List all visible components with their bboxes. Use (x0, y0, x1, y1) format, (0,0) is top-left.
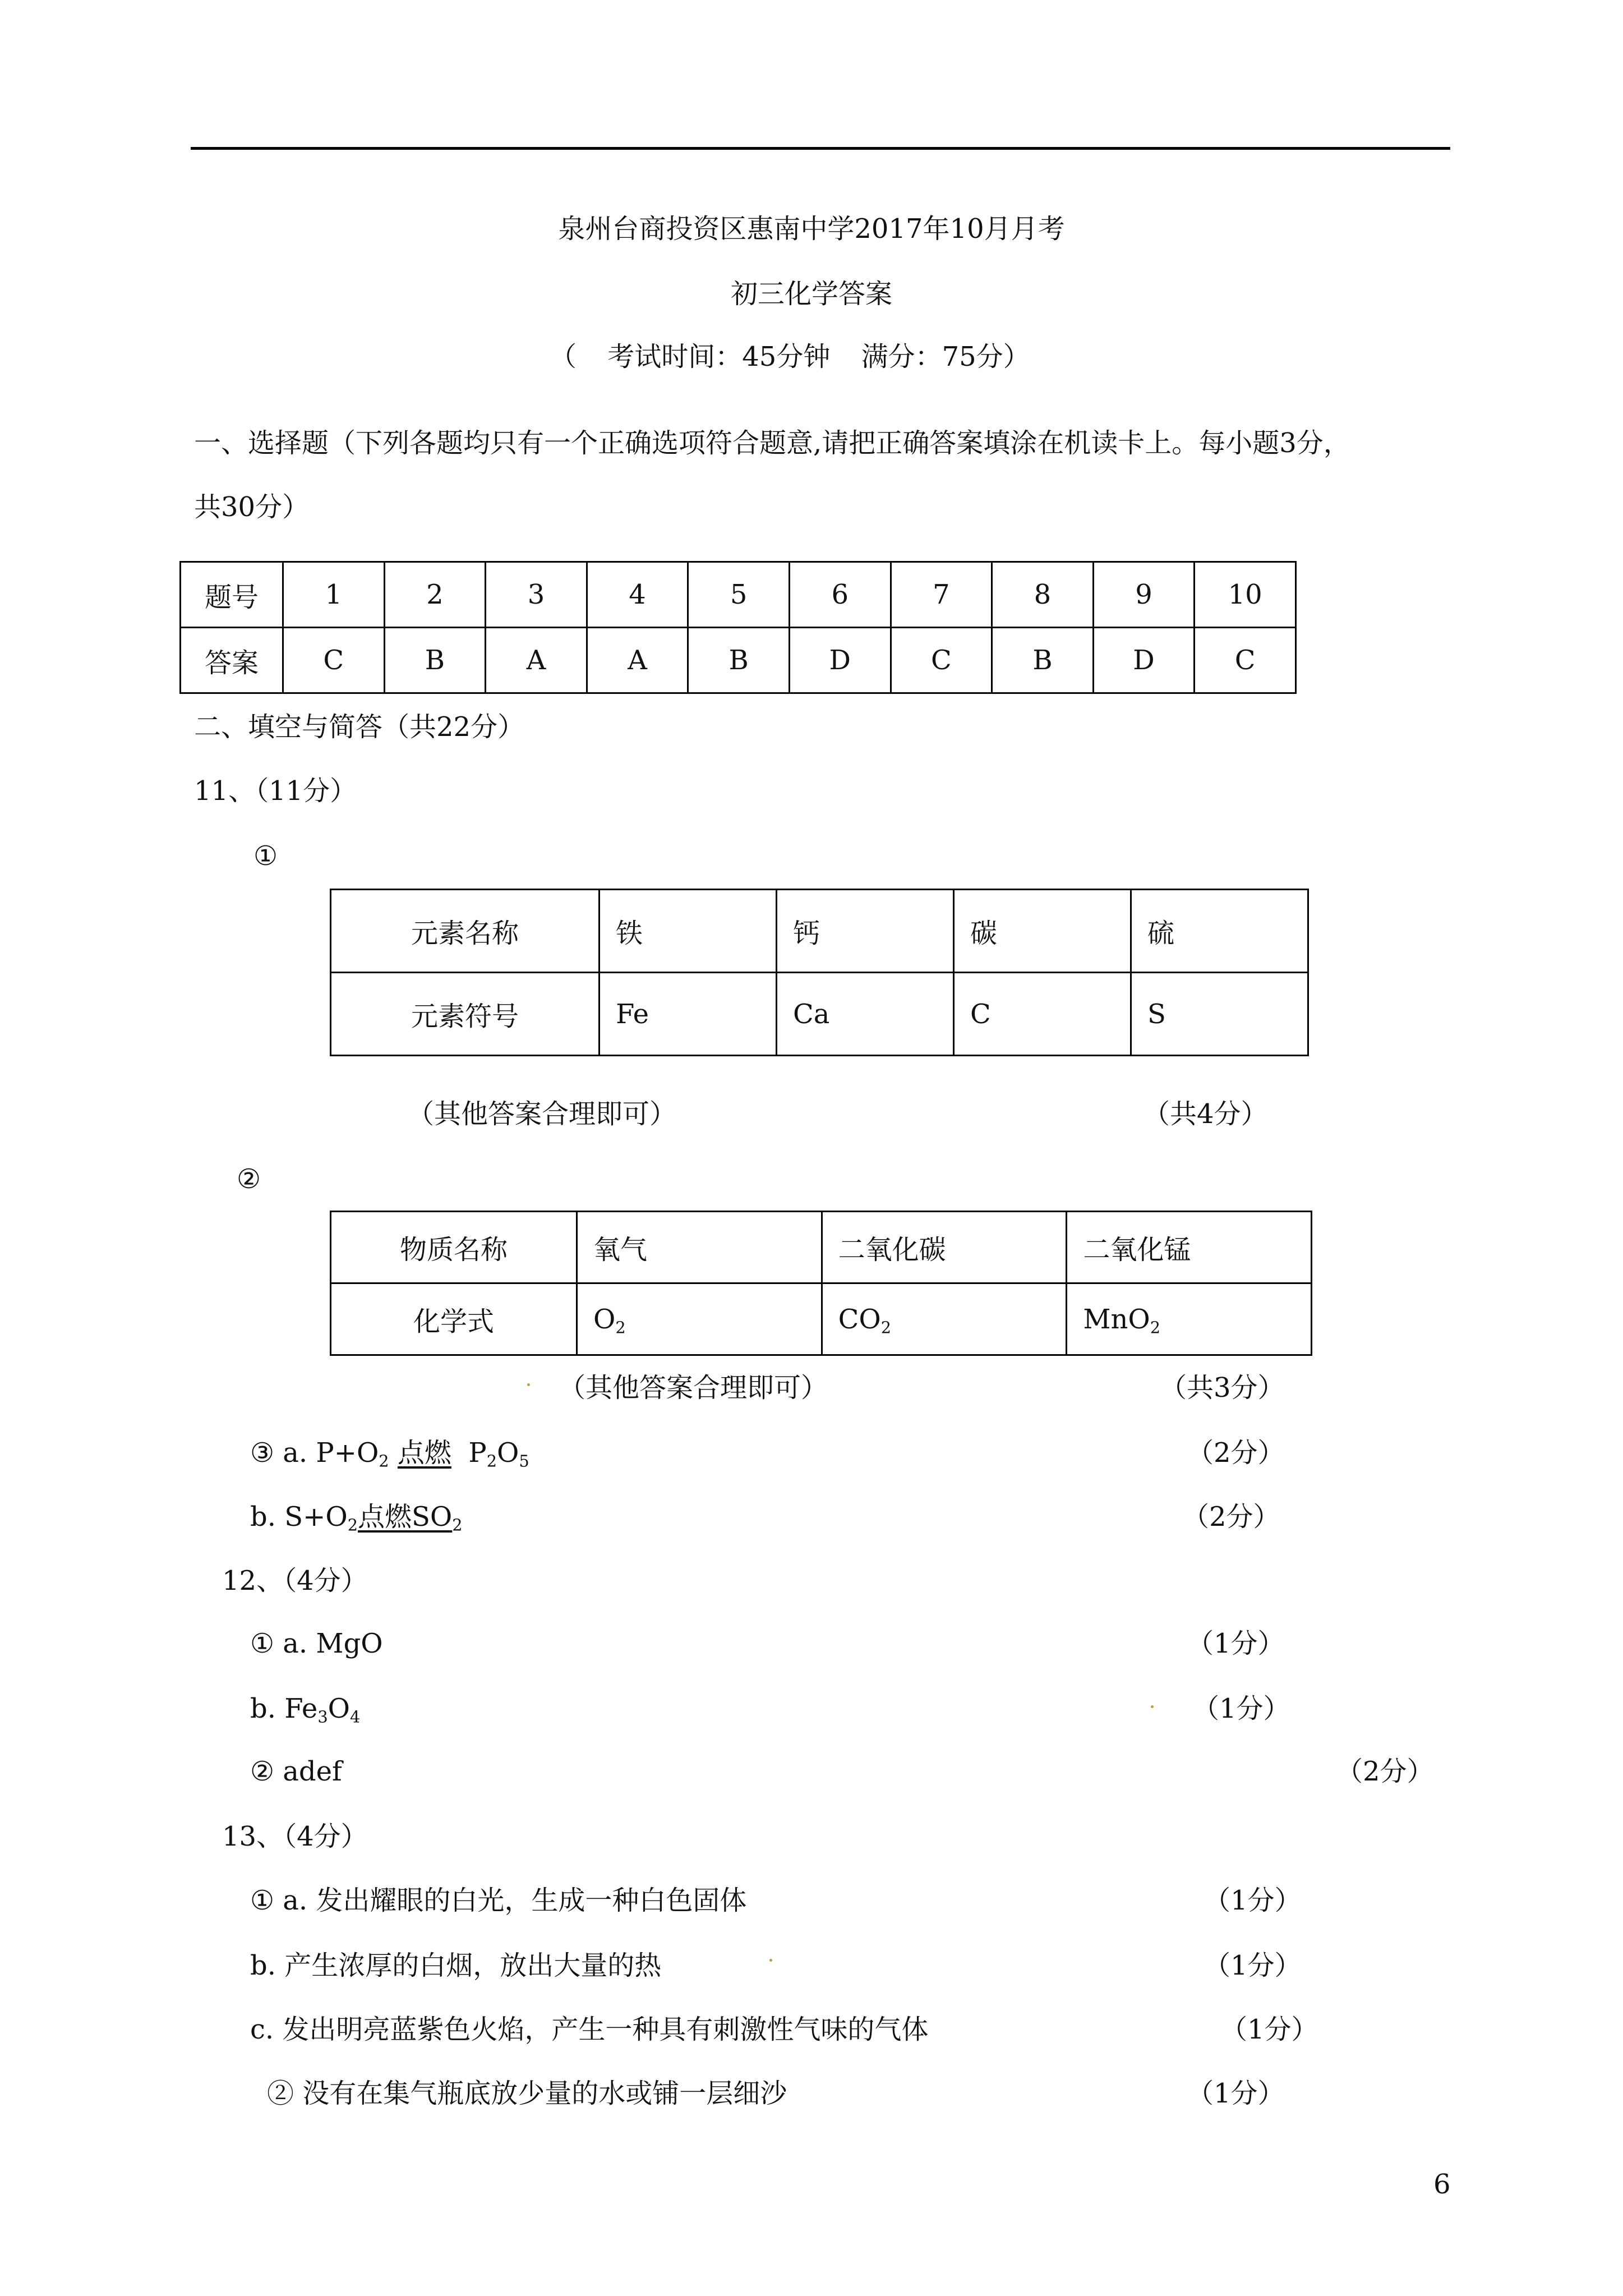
table-cell: 钙 (777, 890, 954, 973)
reaction-condition: 点燃 (397, 1437, 451, 1469)
table-row (331, 973, 1308, 1056)
q13-answer-b-score: （1分） (1204, 1950, 1302, 1981)
table-row (331, 1212, 1312, 1283)
question-number: 7 (891, 562, 992, 628)
row-label: 答案 (181, 628, 283, 693)
row-label: 化学式 (331, 1283, 577, 1355)
q11-note1: （其他答案合理即可） (407, 1098, 677, 1130)
question-number: 1 (283, 562, 385, 628)
table-cell: C (954, 973, 1131, 1056)
q12-answer-a-score: （1分） (1187, 1628, 1285, 1659)
answer-cell: C (891, 628, 992, 693)
table-row (331, 1283, 1312, 1355)
table-cell: 二氧化锰 (1067, 1212, 1312, 1283)
question-number: 2 (384, 562, 486, 628)
answer-cell: B (992, 628, 1094, 693)
table-cell: S (1131, 973, 1308, 1056)
table-row (181, 628, 1296, 693)
q11-equation-a-score: （2分） (1187, 1437, 1285, 1469)
stray-dot (769, 1959, 772, 1962)
q13-answer-a-score: （1分） (1204, 1885, 1302, 1916)
question-number: 10 (1195, 562, 1296, 628)
table-cell: 二氧化碳 (822, 1212, 1067, 1283)
q12-part2: ② adef (250, 1756, 342, 1787)
q13-answer-b: b. 产生浓厚的白烟，放出大量的热 (250, 1950, 662, 1981)
table-cell: 氧气 (577, 1212, 822, 1283)
section1-heading-line1: 一、选择题（下列各题均只有一个正确选项符合题意,请把正确答案填涂在机读卡上。每小题3分， (194, 427, 1350, 459)
table-cell: 碳 (954, 890, 1131, 973)
answer-cell: D (789, 628, 891, 693)
choice-answer-table (179, 561, 1297, 694)
stray-dot (1151, 1705, 1154, 1708)
q11-equation-a: ③ a. $P+O_2$ 点燃 $P_2O_5$ (250, 1437, 529, 1471)
formula-o2: $O_2$ (577, 1283, 822, 1355)
q11-part1-marker: ① (253, 840, 278, 872)
q13-heading: 13、（4分） (222, 1821, 368, 1852)
q11-equation-b-score: （2分） (1182, 1501, 1280, 1533)
q11-score2: （共3分） (1160, 1372, 1285, 1404)
q11-score1: （共4分） (1143, 1098, 1268, 1130)
formula-mno2: MnO$_2$ (1067, 1283, 1312, 1355)
answer-cell: A (486, 628, 587, 693)
document-subtitle: 初三化学答案 (730, 278, 892, 310)
page-number: 6 (1433, 2169, 1451, 2200)
question-number: 3 (486, 562, 587, 628)
q11-heading: 11、（11分） (194, 775, 357, 807)
document-title: 泉州台商投资区惠南中学2017年10月月考 (558, 213, 1065, 245)
q12-part2-score: （2分） (1336, 1756, 1434, 1787)
element-symbol-table (330, 889, 1309, 1056)
answer-cell: C (1195, 628, 1296, 693)
q11-part2-marker: ② (237, 1163, 261, 1195)
q12-answer-b-score: （1分） (1192, 1693, 1290, 1724)
table-cell: 硫 (1131, 890, 1308, 973)
q12-heading: 12、（4分） (222, 1565, 368, 1596)
table-row (331, 890, 1308, 973)
section2-heading: 二、填空与简答（共22分） (194, 711, 525, 743)
q12-answer-b: b. $Fe_3O_4$ (250, 1693, 361, 1727)
answer-cell: C (283, 628, 385, 693)
question-number: 9 (1093, 562, 1195, 628)
row-label: 物质名称 (331, 1212, 577, 1283)
row-label: 元素名称 (331, 890, 600, 973)
reaction-condition: 点燃 (358, 1501, 412, 1533)
table-row (181, 562, 1296, 628)
table-cell: Ca (777, 973, 954, 1056)
question-number: 6 (789, 562, 891, 628)
stray-dot (527, 1383, 530, 1386)
answer-cell: D (1093, 628, 1195, 693)
header-rule (191, 147, 1450, 150)
answer-cell: A (587, 628, 688, 693)
row-label: 元素符号 (331, 973, 600, 1056)
exam-info: （ 考试时间：45分钟 满分：75分） (550, 341, 1030, 372)
answer-cell: B (384, 628, 486, 693)
q13-part2: ② 没有在集气瓶底放少量的水或铺一层细沙 (267, 2078, 787, 2109)
formula-table (330, 1211, 1312, 1356)
section1-heading-line2: 共30分） (194, 491, 310, 523)
q12-answer-a: ① a. MgO (250, 1628, 383, 1659)
q13-answer-a: ① a. 发出耀眼的白光，生成一种白色固体 (250, 1885, 747, 1916)
q11-equation-b: b. $S+O_2$点燃$SO_2$ (250, 1501, 463, 1535)
q13-part2-score: （1分） (1187, 2078, 1285, 2109)
question-number: 5 (688, 562, 790, 628)
question-number: 8 (992, 562, 1094, 628)
question-number: 4 (587, 562, 688, 628)
q13-answer-c: c. 发出明亮蓝紫色火焰，产生一种具有刺激性气味的气体 (250, 2014, 929, 2045)
formula-co2: $CO_2$ (822, 1283, 1067, 1355)
table-cell: 铁 (600, 890, 777, 973)
row-label: 题号 (181, 562, 283, 628)
q13-answer-c-score: （1分） (1220, 2014, 1318, 2045)
q11-note2: （其他答案合理即可） (559, 1372, 828, 1404)
table-cell: Fe (600, 973, 777, 1056)
answer-cell: B (688, 628, 790, 693)
